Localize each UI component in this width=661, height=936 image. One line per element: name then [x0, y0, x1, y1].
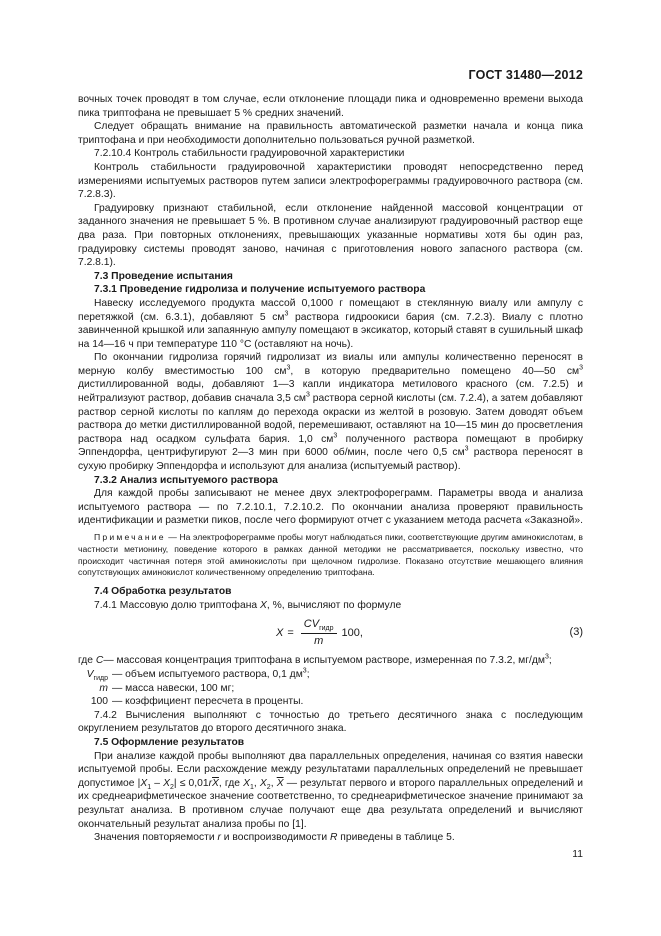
section-heading: 7.5 Оформление результатов — [94, 736, 245, 748]
formula-fraction: $\frac{CV_{гидр}}{m}$ — [301, 618, 337, 648]
section-heading: 7.3.2 Анализ испытуемого раствора — [94, 474, 278, 486]
section-heading: 7.4 Обработка результатов — [94, 586, 232, 598]
subsection-title: 7.2.10.4 Контроль стабильности градуировочной характеристики — [94, 148, 405, 160]
paragraph: Следует обращать внимание на правильность автоматической разметки начала и конца пика триптофана и при необходимости дополнительно пользоваться ручной разметкой. — [78, 121, 583, 146]
page-number: 11 — [572, 849, 583, 860]
formula-lhs: X — [276, 626, 284, 639]
paragraph: 7.4.1 Массовую долю триптофана X, %, вычисляют по формуле — [94, 599, 402, 611]
formula: X = $\frac{CV_{гидр}}{m}$ 100, (3) — [276, 618, 583, 647]
paragraph: Градуировку признают стабильной, если отклонение найденной массовой концентрации от заданного значения не превышает 5 %. В противном случае анализируют градуировочный раствор еще два раза. При повторных отклонениях, превышающих указанные нормативы хотя бы один раз, градуировку системы проводят заново, начиная с приготовления нового запасного раствора (см. 7.2.8.1). — [78, 202, 583, 269]
note: Примечание — На электрофореграмме пробы могут наблюдаться пики, соответствующие другим аминокислотам, в частности метионину, поведение которого в рамках данной методики не рассматривается, поскольку известно, что происходит частичная потеря этой аминокислоты при щелочном гидролизе. Показано отсутствие мешающего влияния сопутствующих аминокислот количественному определению триптофана. — [78, 532, 583, 578]
definition-item: 100 — коэффициент пересчета в проценты. — [90, 696, 304, 708]
paragraph: По окончании гидролиза горячий гидролизат из виалы или ампулы количественно переносят в мерную колбу вместимостью 100 $см^3$, в которую предварительно помещено 40—50 $см^3$ дистиллированной воды, добавляют 1—3 капли индикатора метилового красного (см. 7.2.5) и нейтрализуют раствор, добавив сначала 3,5 $см^3$ раствора серной кислоты (см. 7.2.4), а затем добавляют раствор серной кислоты по каплям до перехода окраски из желтой в розовую. Затем доводят объем раствора до метки дистиллированной водой, перемешивают, оставляют на 10—15 мин до просветления раствора над осадком сульфата бария. 1,0 $см^3$ полученного раствора помещают в пробирку Эппендорфа, центрифугируют 2—3 мин при 6000 об/мин, после чего 0,5 $см^3$ раствора переносят в сухую пробирку Эппендорфа и используют для анализа (испытуемый раствор). — [78, 352, 584, 473]
document-header: ГОСТ 31480—2012 — [468, 68, 583, 82]
document-body — [78, 93, 583, 845]
definition-item: $V_{гидр}$ — объем испытуемого раствора, 0,1 $дм^3$; — [86, 667, 310, 683]
paragraph: Значения повторяемости r и воспроизводимости R приведены в таблице 5. — [94, 832, 455, 844]
section-heading: 7.3 Проведение испытания — [94, 270, 233, 282]
definition-item: m — масса навески, 100 мг; — [99, 682, 235, 694]
formula-number: (3) — [569, 626, 583, 639]
section-heading: 7.3.1 Проведение гидролиза и получение испытуемого раствора — [94, 284, 426, 296]
paragraph: Для каждой пробы записывают не менее двух электрофореграмм. Параметры ввода и анализа испытуемого раствора — по 7.2.10.1, 7.2.10.2. По окончании анализа проверяют правильность идентификации и разметки пиков, после чего формируют отчет с указанием метода расчета «Заказной». — [78, 488, 583, 527]
paragraph: 7.4.2 Вычисления выполняют с точностью до третьего десятичного знака с последующим округлением результатов до второго десятичного знака. — [78, 709, 583, 735]
paragraph: вочных точек проводят в том случае, если отклонение площади пика и одновременно времени выхода пика триптофана не превышает 5 % средних значений. — [78, 94, 583, 119]
paragraph: Контроль стабильности градуировочной характеристики проводят непосредственно перед измерениями испытуемых растворов путем записи электрофореграммы градуировочного раствора (см. 7.2.8.3). — [78, 161, 583, 201]
paragraph: Навеску исследуемого продукта массой 0,1000 г помещают в стеклянную виалу или ампулу с перетяжкой (см. 6.3.1), добавляют 5 $см^3$ раствора гидроокиси бария (см. 7.2.3). Виалу с плотно завинченной крышкой или запаянную ампулу помещают в эксикатор, который ставят в сушильный шкаф на 14—16 ч при температуре 110 °С (оставляют на ночь). — [78, 297, 583, 350]
formula-definitions — [78, 654, 583, 708]
definition-item: где C — массовая концентрация триптофана в испытуемом растворе, измеренная по 7.3.2, $мг/дм^3$; — [78, 653, 552, 667]
paragraph: При анализе каждой пробы выполняют два параллельных определения, начиная со взятия навески испытуемой пробы. Если расхождение между результатами параллельных определений не превышает допустимое $|X_1 - X_2| \le 0,01r\overline{X}$, где $X_1$, $X_2$, $\overline{X}$ — результат первого и второго параллельных определений и их среднеарифметическое значение соответственно, то среднеарифметическое значение принимают за результат анализа. В противном случае получают еще два результата определений и вычисляют окончательный результат анализа пробы по [1]. — [78, 750, 583, 830]
